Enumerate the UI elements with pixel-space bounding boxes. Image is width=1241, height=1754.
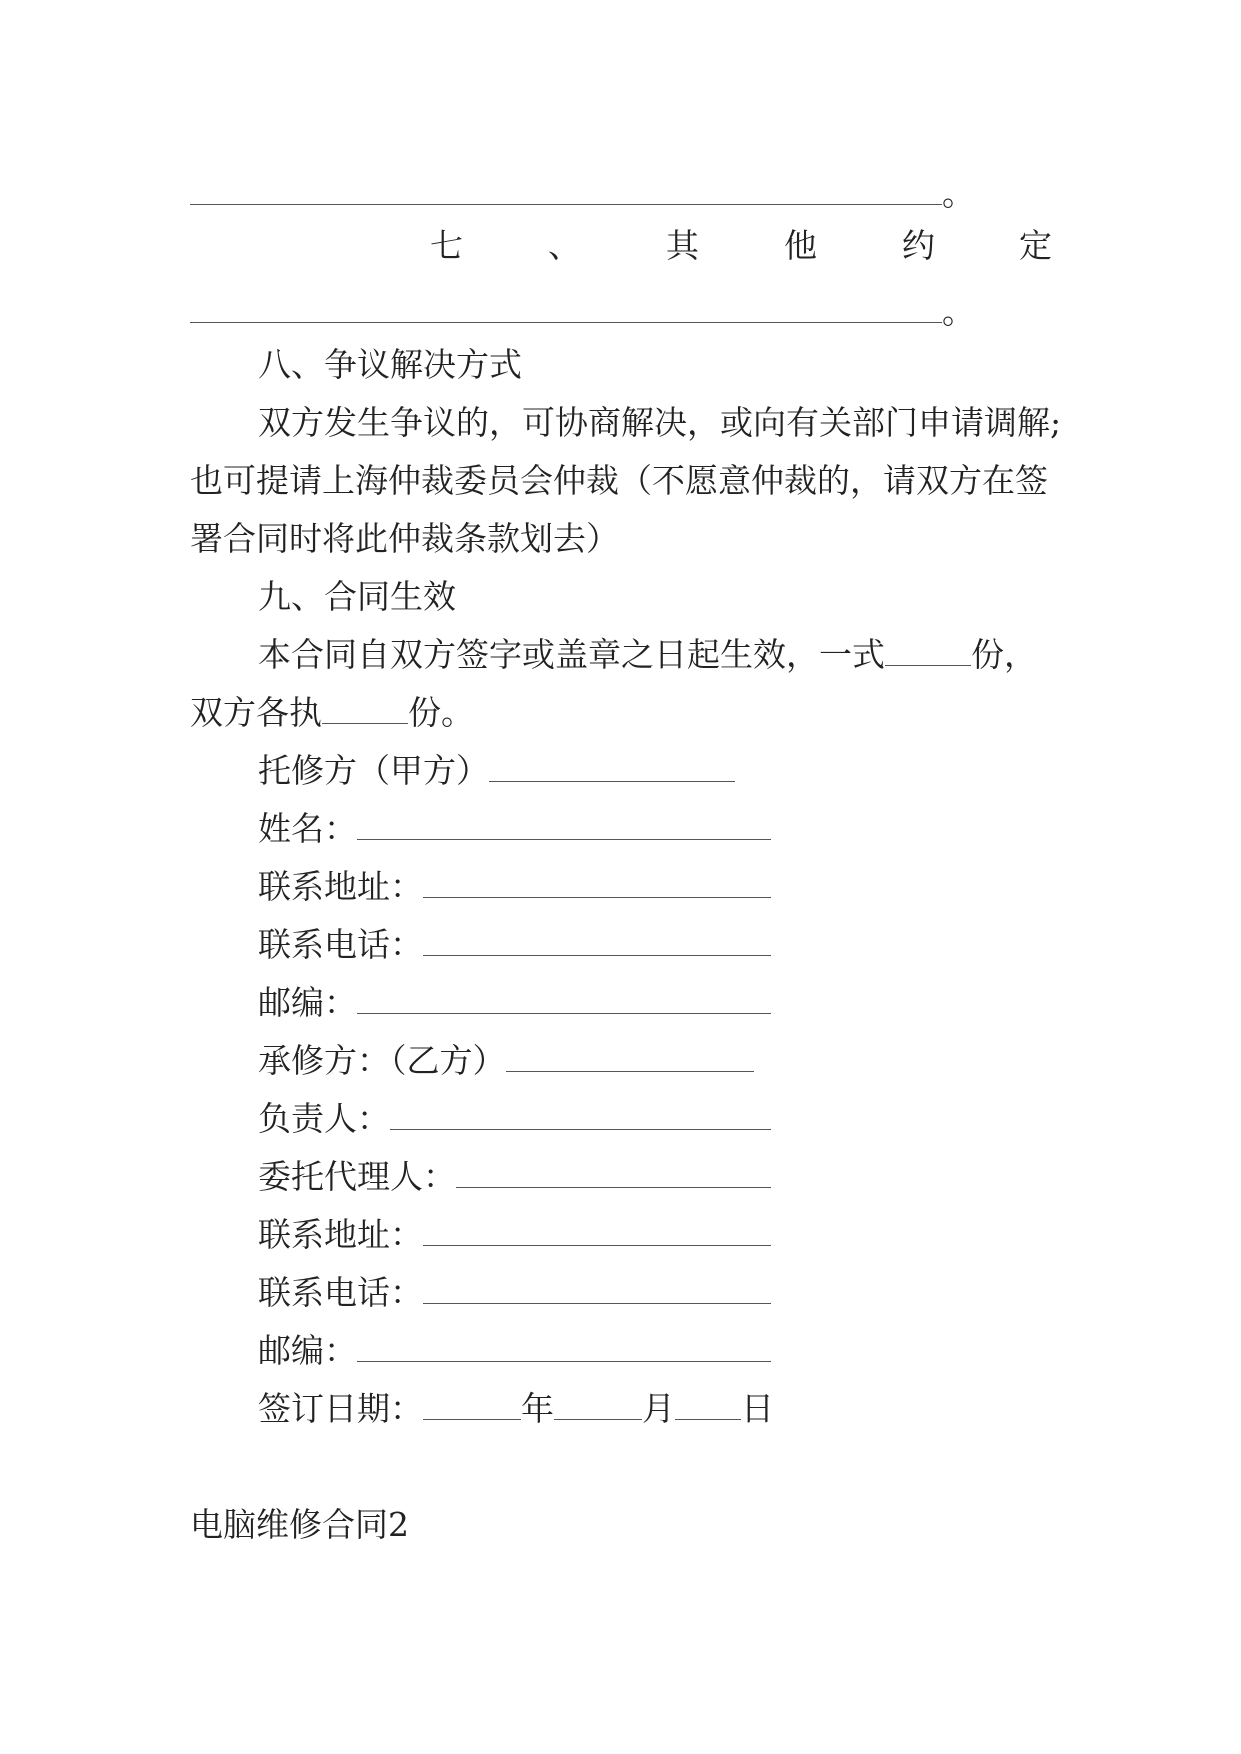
blank-line [190,292,942,323]
section8-heading: 八、争议解决方式 [258,345,522,384]
heading-char: 、 [548,226,581,265]
label: 姓名： [258,809,357,848]
month-label: 月 [642,1389,675,1428]
label: 签订日期： [258,1389,423,1428]
section7-fill-line [190,290,975,334]
label: 托修方（甲方） [258,751,489,790]
blank-line [190,174,942,205]
heading-char: 约 [902,226,935,265]
postcode-blank [357,1331,771,1362]
heading-char: 七 [430,226,463,265]
heading-char: 定 [1019,226,1052,265]
agent-blank [456,1157,771,1188]
party-a-phone [258,923,771,967]
label: 负责人： [258,1099,390,1138]
day-blank [675,1389,741,1420]
party-a-label [258,749,735,793]
signing-date [258,1387,774,1431]
copies-each-blank [322,693,408,724]
period: 。 [942,292,975,331]
label: 承修方：（乙方） [258,1041,506,1080]
label: 联系电话： [258,1273,423,1312]
label: 联系地址： [258,867,423,906]
section6-end-line [190,172,975,216]
section9-heading: 九、合同生效 [258,577,456,616]
heading-char: 其 [666,226,699,265]
day-label: 日 [741,1389,774,1428]
label: 邮编： [258,983,357,1022]
party-a-name [258,807,771,851]
party-b-manager [258,1097,771,1141]
party-b-address [258,1213,771,1257]
party-b-blank [506,1041,754,1072]
month-blank [554,1389,642,1420]
year-blank [423,1389,521,1420]
label: 联系电话： [258,925,423,964]
section8-paragraph-line: 双方发生争议的，可协商解决，或向有关部门申请调解; [258,403,1062,442]
copies-blank [885,635,971,666]
party-b-postcode [258,1329,771,1373]
name-blank [357,809,771,840]
section8-paragraph-line: 也可提请上海仲裁委员会仲裁（不愿意仲裁的，请双方在签 [190,461,1048,500]
label: 邮编： [258,1331,357,1370]
next-contract-title: 电脑维修合同2 [190,1505,409,1544]
label: 联系地址： [258,1215,423,1254]
period: 。 [942,174,975,213]
heading-char: 他 [784,226,817,265]
postcode-blank [357,983,771,1014]
party-b-phone [258,1271,771,1315]
text: 本合同自双方签字或盖章之日起生效，一式 [258,635,885,674]
phone-blank [423,925,771,956]
party-b-agent [258,1155,771,1199]
text: 双方各执 [190,693,322,732]
address-blank [423,867,771,898]
address-blank [423,1215,771,1246]
label: 委托代理人： [258,1157,456,1196]
party-a-postcode [258,981,771,1025]
manager-blank [390,1099,771,1130]
party-b-label [258,1039,754,1083]
text: 份。 [408,693,474,732]
year-label: 年 [521,1389,554,1428]
section9-paragraph-line [190,691,474,735]
section9-paragraph-line [258,633,1037,677]
party-a-blank [489,751,735,782]
text: 份， [971,635,1037,674]
phone-blank [423,1273,771,1304]
party-a-address [258,865,771,909]
section8-paragraph-line: 署合同时将此仲裁条款划去） [190,519,619,558]
